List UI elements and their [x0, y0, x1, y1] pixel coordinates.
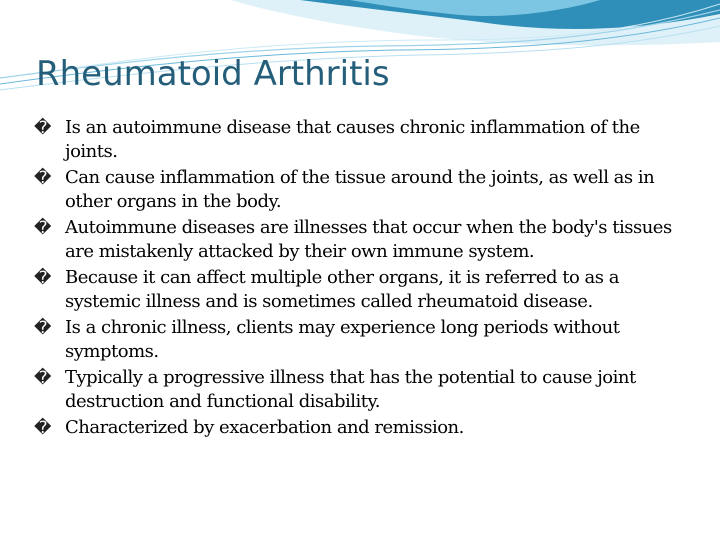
- bullet-text: Is a chronic illness, clients may experience long periods without symptoms.: [65, 317, 620, 362]
- bullet-list: [34, 116, 690, 442]
- slide-title: Rheumatoid Arthritis: [36, 54, 390, 94]
- bullet-item: [34, 216, 690, 264]
- bullet-text: Because it can affect multiple other organs, it is referred to as a systemic illness and is sometimes called rheumatoid disease.: [65, 267, 619, 312]
- bullet-marker-icon: �: [34, 218, 51, 238]
- bullet-marker-icon: �: [34, 118, 51, 138]
- bullet-item: [34, 366, 690, 414]
- bullet-text: Can cause inflammation of the tissue around the joints, as well as in other organs in the body.: [65, 167, 655, 212]
- bullet-item: [34, 316, 690, 364]
- bullet-text: Characterized by exacerbation and remission.: [65, 417, 464, 438]
- bullet-item: [34, 166, 690, 214]
- bullet-text: Typically a progressive illness that has the potential to cause joint destruction and functional disability.: [65, 367, 636, 412]
- bullet-item: [34, 116, 690, 164]
- bullet-item: [34, 416, 690, 440]
- bullet-marker-icon: �: [34, 368, 51, 388]
- bullet-text: Autoimmune diseases are illnesses that occur when the body's tissues are mistakenly attacked by their own immune system.: [65, 217, 672, 262]
- bullet-text: Is an autoimmune disease that causes chronic inflammation of the joints.: [65, 117, 640, 162]
- bullet-marker-icon: �: [34, 418, 51, 438]
- bullet-item: [34, 266, 690, 314]
- bullet-marker-icon: �: [34, 168, 51, 188]
- bullet-marker-icon: �: [34, 268, 51, 288]
- bullet-marker-icon: �: [34, 318, 51, 338]
